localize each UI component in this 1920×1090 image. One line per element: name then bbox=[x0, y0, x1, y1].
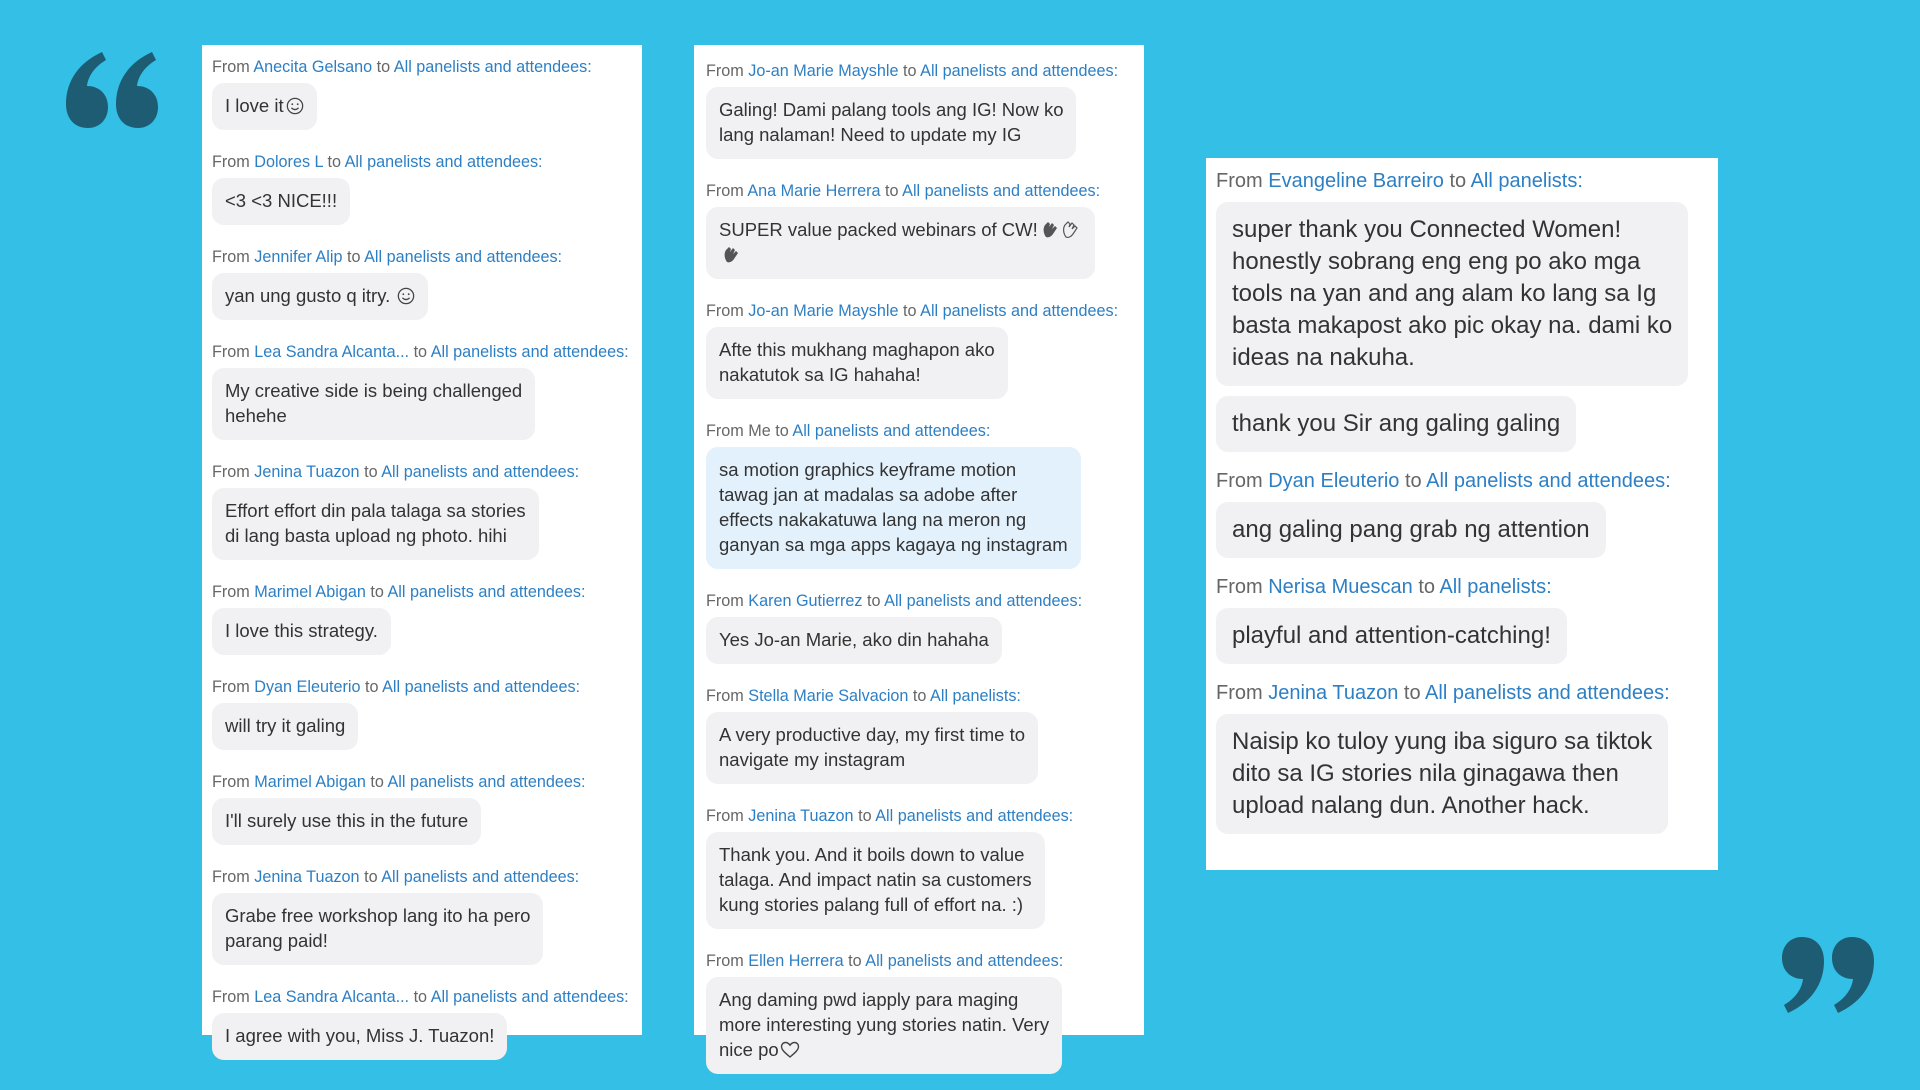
message-bubble: playful and attention-catching! bbox=[1216, 608, 1567, 664]
chat-message bbox=[1216, 574, 1708, 674]
message-header: From Stella Marie Salvacion to All panelists: bbox=[706, 687, 1021, 705]
recipient-name[interactable]: All panelists and attendees: bbox=[387, 583, 586, 601]
message-bubble: Naisip ko tuloy yung iba siguro sa tiktok dito sa IG stories nila ginagawa then upload nalang dun. Another hack. bbox=[1216, 714, 1668, 834]
message-header: From Karen Gutierrez to All panelists and attendees: bbox=[706, 592, 1083, 610]
recipient-name[interactable]: All panelists and attendees: bbox=[920, 62, 1119, 80]
recipient-name[interactable]: All panelists and attendees: bbox=[792, 422, 991, 440]
message-bubble: Afte this mukhang maghapon ako nakatutok sa IG hahaha! bbox=[706, 327, 1008, 399]
recipient-name[interactable]: All panelists and attendees: bbox=[884, 592, 1083, 610]
smile-icon bbox=[286, 97, 304, 115]
chat-message bbox=[706, 806, 1132, 945]
sender-name[interactable]: Jennifer Alip bbox=[254, 248, 343, 266]
message-header: From Lea Sandra Alcanta... to All panelists and attendees: bbox=[212, 343, 629, 361]
chat-message bbox=[212, 772, 632, 861]
recipient-name[interactable]: All panelists: bbox=[1470, 170, 1583, 192]
chat-message bbox=[706, 61, 1132, 175]
chat-message bbox=[212, 247, 632, 336]
message-header: From Me to All panelists and attendees: bbox=[706, 422, 991, 440]
message-bubble: My creative side is being challenged hehehe bbox=[212, 368, 535, 440]
recipient-name[interactable]: All panelists and attendees: bbox=[382, 678, 581, 696]
sender-name[interactable]: Jenina Tuazon bbox=[254, 463, 360, 481]
recipient-name[interactable]: All panelists and attendees: bbox=[393, 58, 592, 76]
recipient-name[interactable]: All panelists and attendees: bbox=[387, 773, 586, 791]
chat-message bbox=[212, 987, 632, 1076]
message-bubble: A very productive day, my first time to navigate my instagram bbox=[706, 712, 1038, 784]
recipient-name[interactable]: All panelists: bbox=[930, 687, 1021, 705]
chat-message bbox=[212, 677, 632, 766]
message-header: From Jenina Tuazon to All panelists and attendees: bbox=[212, 868, 580, 886]
recipient-name[interactable]: All panelists and attendees: bbox=[1425, 682, 1670, 704]
recipient-name[interactable]: All panelists and attendees: bbox=[381, 463, 580, 481]
sender-name[interactable]: Karen Gutierrez bbox=[748, 592, 863, 610]
chat-message bbox=[1216, 680, 1708, 844]
recipient-name[interactable]: All panelists and attendees: bbox=[344, 153, 543, 171]
message-bubble: super thank you Connected Women! honestly sobrang eng eng po ako mga tools na yan and ang alam ko lang sa Ig basta makapost ako pic okay na. dami ko ideas na nakuha. bbox=[1216, 202, 1688, 386]
sender-name: Me bbox=[748, 422, 771, 440]
message-header: From Anecita Gelsano to All panelists and attendees: bbox=[212, 58, 592, 76]
message-bubble: will try it galing bbox=[212, 703, 358, 750]
chat-panel-right bbox=[1206, 158, 1718, 870]
sender-name[interactable]: Evangeline Barreiro bbox=[1268, 170, 1444, 192]
sender-name[interactable]: Marimel Abigan bbox=[254, 773, 366, 791]
chat-message bbox=[212, 462, 632, 576]
close-quote-icon bbox=[1780, 935, 1876, 1015]
message-header: From Jo-an Marie Mayshle to All panelists and attendees: bbox=[706, 302, 1119, 320]
chat-message bbox=[212, 582, 632, 671]
chat-message bbox=[212, 342, 632, 456]
recipient-name[interactable]: All panelists and attendees: bbox=[865, 952, 1064, 970]
message-header: From Dyan Eleuterio to All panelists and attendees: bbox=[212, 678, 581, 696]
chat-message bbox=[212, 867, 632, 981]
message-header: From Dyan Eleuterio to All panelists and attendees: bbox=[1216, 470, 1671, 492]
sender-name[interactable]: Jo-an Marie Mayshle bbox=[748, 62, 899, 80]
recipient-name[interactable]: All panelists and attendees: bbox=[1426, 470, 1671, 492]
message-bubble: Effort effort din pala talaga sa stories di lang basta upload ng photo. hihi bbox=[212, 488, 539, 560]
message-bubble: I'll surely use this in the future bbox=[212, 798, 481, 845]
sender-name[interactable]: Jo-an Marie Mayshle bbox=[748, 302, 899, 320]
message-header: From Jo-an Marie Mayshle to All panelists and attendees: bbox=[706, 62, 1119, 80]
recipient-name[interactable]: All panelists: bbox=[1439, 576, 1552, 598]
chat-message bbox=[706, 181, 1132, 295]
chat-message bbox=[1216, 468, 1708, 568]
message-header: From Dolores L to All panelists and attendees: bbox=[212, 153, 543, 171]
chat-message bbox=[706, 591, 1132, 680]
own-message-bubble: sa motion graphics keyframe motion tawag jan at madalas sa adobe after effects nakakatuwa lang na meron ng ganyan sa mga apps kagaya ng instagram bbox=[706, 447, 1081, 569]
recipient-name[interactable]: All panelists and attendees: bbox=[920, 302, 1119, 320]
message-bubble: thank you Sir ang galing galing bbox=[1216, 396, 1576, 452]
recipient-name[interactable]: All panelists and attendees: bbox=[430, 343, 629, 361]
message-bubble: <3 <3 NICE!!! bbox=[212, 178, 350, 225]
message-header: From Marimel Abigan to All panelists and attendees: bbox=[212, 773, 586, 791]
message-header: From Nerisa Muescan to All panelists: bbox=[1216, 576, 1552, 598]
recipient-name[interactable]: All panelists and attendees: bbox=[875, 807, 1074, 825]
sender-name[interactable]: Stella Marie Salvacion bbox=[748, 687, 909, 705]
chat-panel-middle bbox=[694, 45, 1144, 1060]
chat-message bbox=[1216, 168, 1708, 462]
message-bubble: ang galing pang grab ng attention bbox=[1216, 502, 1606, 558]
message-header: From Jennifer Alip to All panelists and attendees: bbox=[212, 248, 563, 266]
sender-name[interactable]: Jenina Tuazon bbox=[748, 807, 854, 825]
message-bubble: SUPER value packed webinars of CW! bbox=[706, 207, 1095, 279]
message-header: From Ana Marie Herrera to All panelists and attendees: bbox=[706, 182, 1101, 200]
sender-name[interactable]: Dyan Eleuterio bbox=[254, 678, 361, 696]
clap-hands-icon bbox=[723, 244, 743, 264]
message-header: From Jenina Tuazon to All panelists and attendees: bbox=[212, 463, 580, 481]
chat-message bbox=[706, 686, 1132, 800]
chat-message bbox=[706, 421, 1132, 585]
message-bubble: I love this strategy. bbox=[212, 608, 391, 655]
sender-name[interactable]: Dyan Eleuterio bbox=[1268, 470, 1400, 492]
chat-panel-left bbox=[202, 45, 642, 1046]
message-bubble: yan ung gusto q itry. bbox=[212, 273, 428, 320]
message-bubble: I agree with you, Miss J. Tuazon! bbox=[212, 1013, 507, 1060]
message-bubble: Thank you. And it boils down to value talaga. And impact natin sa customers kung stories palang full of effort na. :) bbox=[706, 832, 1045, 929]
sender-name[interactable]: Nerisa Muescan bbox=[1268, 576, 1413, 598]
sender-name[interactable]: Ana Marie Herrera bbox=[747, 182, 881, 200]
recipient-name[interactable]: All panelists and attendees: bbox=[430, 988, 629, 1006]
message-header: From Marimel Abigan to All panelists and attendees: bbox=[212, 583, 586, 601]
sender-name[interactable]: Lea Sandra Alcanta... bbox=[254, 343, 410, 361]
smile-icon bbox=[397, 287, 415, 305]
message-bubble: I love it bbox=[212, 83, 317, 130]
message-header: From Lea Sandra Alcanta... to All panelists and attendees: bbox=[212, 988, 629, 1006]
sender-name[interactable]: Jenina Tuazon bbox=[254, 868, 360, 886]
message-header: From Jenina Tuazon to All panelists and attendees: bbox=[1216, 682, 1670, 704]
clap-hands-icons bbox=[1042, 219, 1082, 239]
chat-message bbox=[706, 301, 1132, 415]
chat-message bbox=[212, 57, 632, 146]
message-bubble: Galing! Dami palang tools ang IG! Now ko lang nalaman! Need to update my IG bbox=[706, 87, 1076, 159]
message-header: From Ellen Herrera to All panelists and attendees: bbox=[706, 952, 1064, 970]
recipient-name[interactable]: All panelists and attendees: bbox=[902, 182, 1101, 200]
sender-name[interactable]: Ellen Herrera bbox=[748, 952, 844, 970]
recipient-name[interactable]: All panelists and attendees: bbox=[364, 248, 563, 266]
chat-message bbox=[706, 951, 1132, 1090]
sender-name[interactable]: Dolores L bbox=[254, 153, 323, 171]
sender-name[interactable]: Lea Sandra Alcanta... bbox=[254, 988, 410, 1006]
open-quote-icon bbox=[64, 50, 160, 130]
heart-icon bbox=[780, 1041, 800, 1059]
sender-name[interactable]: Marimel Abigan bbox=[254, 583, 366, 601]
recipient-name[interactable]: All panelists and attendees: bbox=[381, 868, 580, 886]
message-header: From Jenina Tuazon to All panelists and attendees: bbox=[706, 807, 1074, 825]
sender-name[interactable]: Anecita Gelsano bbox=[253, 58, 373, 76]
message-bubble: Yes Jo-an Marie, ako din hahaha bbox=[706, 617, 1002, 664]
message-bubble: Grabe free workshop lang ito ha pero parang paid! bbox=[212, 893, 543, 965]
message-bubble: Ang daming pwd iapply para maging more interesting yung stories natin. Very nice po bbox=[706, 977, 1062, 1074]
chat-message bbox=[212, 152, 632, 241]
message-header: From Evangeline Barreiro to All panelists: bbox=[1216, 170, 1583, 192]
sender-name[interactable]: Jenina Tuazon bbox=[1268, 682, 1399, 704]
